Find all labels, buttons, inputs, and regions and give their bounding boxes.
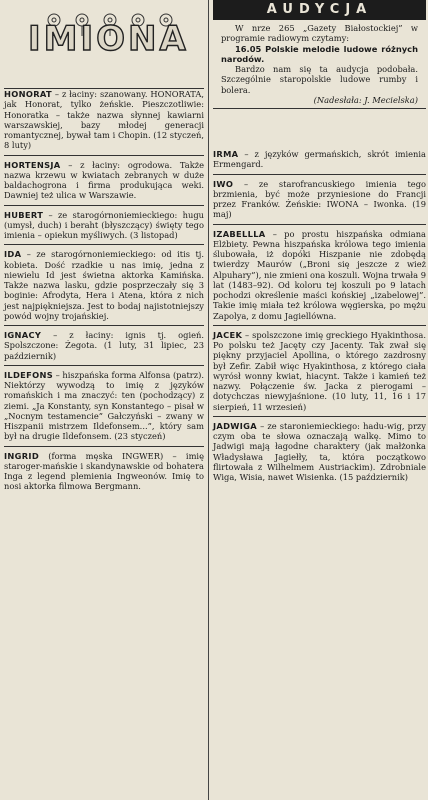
entry-headword: HONORAT [4, 89, 52, 99]
imiona-logo [4, 0, 204, 89]
right-entries [213, 149, 426, 482]
name-entry [213, 229, 426, 321]
entry-headword: IRMA [213, 149, 239, 159]
section-gap [213, 108, 426, 149]
entry-divider [213, 174, 426, 175]
entry-text: – hiszpańska forma Alfonsa (patrz). Niektórzy wywodzą to imię z języków romańskich i ma znaczyć: ten (pochodzący) z ziemi. „Ja Konstanty, syn Konstantego – pisał w „Nocnym testamencie” Gałczyński – zwany w Hiszpanii mistrzem Ildefonsem...”, który sam był na drugie Ildefonsem. (23 styczeń) [4, 369, 204, 442]
name-entry [4, 89, 204, 151]
entry-text: – ze staroniemieckiego: hadu-wig, przy czym oba te słowa oznaczają walkę. Mimo to Jadwigi mają łagodne charaktery (jak małżonka Władysława Jagiełły, ta, która początkowo flirtowała z Wilhelmem Austriackim). Zdrobniale Wiga, Wisia, nawet Wisienka. (15 październik) [213, 420, 426, 482]
audycja-program: 16.05 Polskie melodie ludowe różnych narodów. [221, 43, 418, 64]
left-entries [4, 89, 204, 492]
name-entry [213, 179, 426, 220]
name-entry [213, 330, 426, 412]
entry-headword: INGRID [4, 450, 40, 461]
entry-text: – z łaciny: ogrodowa. Także nazwa krzewu w kwiatach zebranych w duże baldachogrona i firma produkująca weki. Dawniej też ulica w Warszawie. [4, 159, 204, 201]
entry-text: – po prostu hiszpańska odmiana Elżbiety. Pewna hiszpańska królowa tego imienia ślubowała, iż dopóki Hiszpanie nie zdobędą twierdzy Maurów („Broni się jeszcze z wież Alpuhary”), nie zmieni ona koszuli. Wojna trwała 9 lat (1483–92). Od koloru tej koszuli po 9 latach pochodzi określenie maści końskiej „izabelowej”. Takie imię miała też królowa węgierska, po mężu Zapolya, z domu Jagiellówna. [213, 228, 426, 321]
entry-headword: IDA [4, 249, 22, 260]
entry-divider [213, 224, 426, 225]
audycja-signature: (Nadesłała: J. Mecielska) [313, 94, 418, 105]
left-column [4, 0, 204, 800]
entry-headword: IGNACY [4, 330, 42, 340]
audycja-body: Bardzo nam się ta audycja podobała. Szczególnie staropolskie ludowe rumby i bolera. [221, 64, 418, 95]
name-entry [213, 421, 426, 483]
entry-divider [213, 416, 426, 417]
entry-headword: IZABELLLA [213, 228, 266, 239]
entry-text: – z łaciny: szanowany. HONORATA, jak Honorat, tylko żeńskie. Pieszczotliwie: Honoratka – także nazwa słynnej kawiarni warszawskiej, bazy młodej generacji romantycznej, bywał tam i Chopin. (12 styczeń, 8 luty) [4, 89, 204, 151]
entry-text: – z języków germańskich, skrót imienia Ermengard. [213, 149, 426, 170]
entry-text: – z łaciny: ignis tj. ogień. Spolszczone: Żegota. (1 luty, 31 lipiec, 23 październik) [4, 330, 204, 361]
entry-divider [4, 446, 204, 447]
audycja-intro: W nrze 265 „Gazety Białostockiej” w programie radiowym czytamy: [221, 23, 418, 44]
entry-headword: JADWIGA [213, 420, 257, 431]
column-divider [208, 0, 209, 800]
entry-divider [213, 325, 426, 326]
logo-word: IMIONA [28, 19, 189, 59]
entry-headword: HORTENSJA [4, 159, 61, 170]
entry-text: – ze starofrancuskiego imienia tego brzmienia, być może przyniesione do Francji przez Franków. Żeńskie: IWONA – Iwonka. (19 maj) [213, 178, 426, 220]
entry-text: – ze starogórnoniemieckiego: hugu (umysł, duch) i beraht (błyszczący) święty tego imienia – opiekun myśliwych. (3 listopad) [4, 209, 204, 240]
audycja-box [213, 20, 426, 108]
entry-text: (forma męska INGWER) – imię staroger-mańskie i skandynawskie od bohatera Inga z legend plemienia Ingweonów. Imię to nosi aktorka filmowa Bergmann. [4, 450, 204, 492]
name-entry [4, 451, 204, 492]
name-entry [213, 149, 426, 170]
entry-divider [4, 205, 204, 206]
entry-divider [4, 365, 204, 366]
entry-divider [4, 155, 204, 156]
right-column [213, 0, 426, 800]
entry-headword: ILDEFONS [4, 369, 53, 380]
entry-divider [4, 325, 204, 326]
name-entry [4, 370, 204, 442]
entry-divider [4, 244, 204, 245]
entry-headword: HUBERT [4, 209, 44, 220]
entry-headword: JACEK [213, 329, 243, 340]
name-entry [4, 160, 204, 201]
name-entry [4, 210, 204, 241]
entry-headword: IWO [213, 178, 234, 189]
audycja-banner: AUDYCJA [213, 0, 426, 20]
name-entry [4, 330, 204, 361]
entry-text: – spolszczone imię greckiego Hyakinthosa. Po polsku też Jacęty czy Jacenty. Tak zwał się piękny przyjaciel Apollina, o którego zazdrosny był Zefir. Zabił więc Hyakinthosa, z którego ciała wyrósł wonny kwiat, hiacynt. Także i kamień też nazwy. Połączenie św. Jacka z pierogami – dotychczas niewyjaśnione. (10 luty, 11, 16 i 17 sierpień, 11 wrzesień) [213, 329, 426, 412]
name-entry [4, 249, 204, 321]
entry-text: – ze starogórnoniemieckiego: od itis tj. kobieta. Dość rzadkie u nas imię, jedna z niewielu Id jest świetna aktorka Kamińska. Także nazwa lasku, gdzie posprzeczały się 3 boginie: Afrodyta, Hera i Atena, która z nich jest najpiękniejsza. Jest to bodaj najistotniejszy powód wojny trojańskiej. [4, 249, 204, 321]
